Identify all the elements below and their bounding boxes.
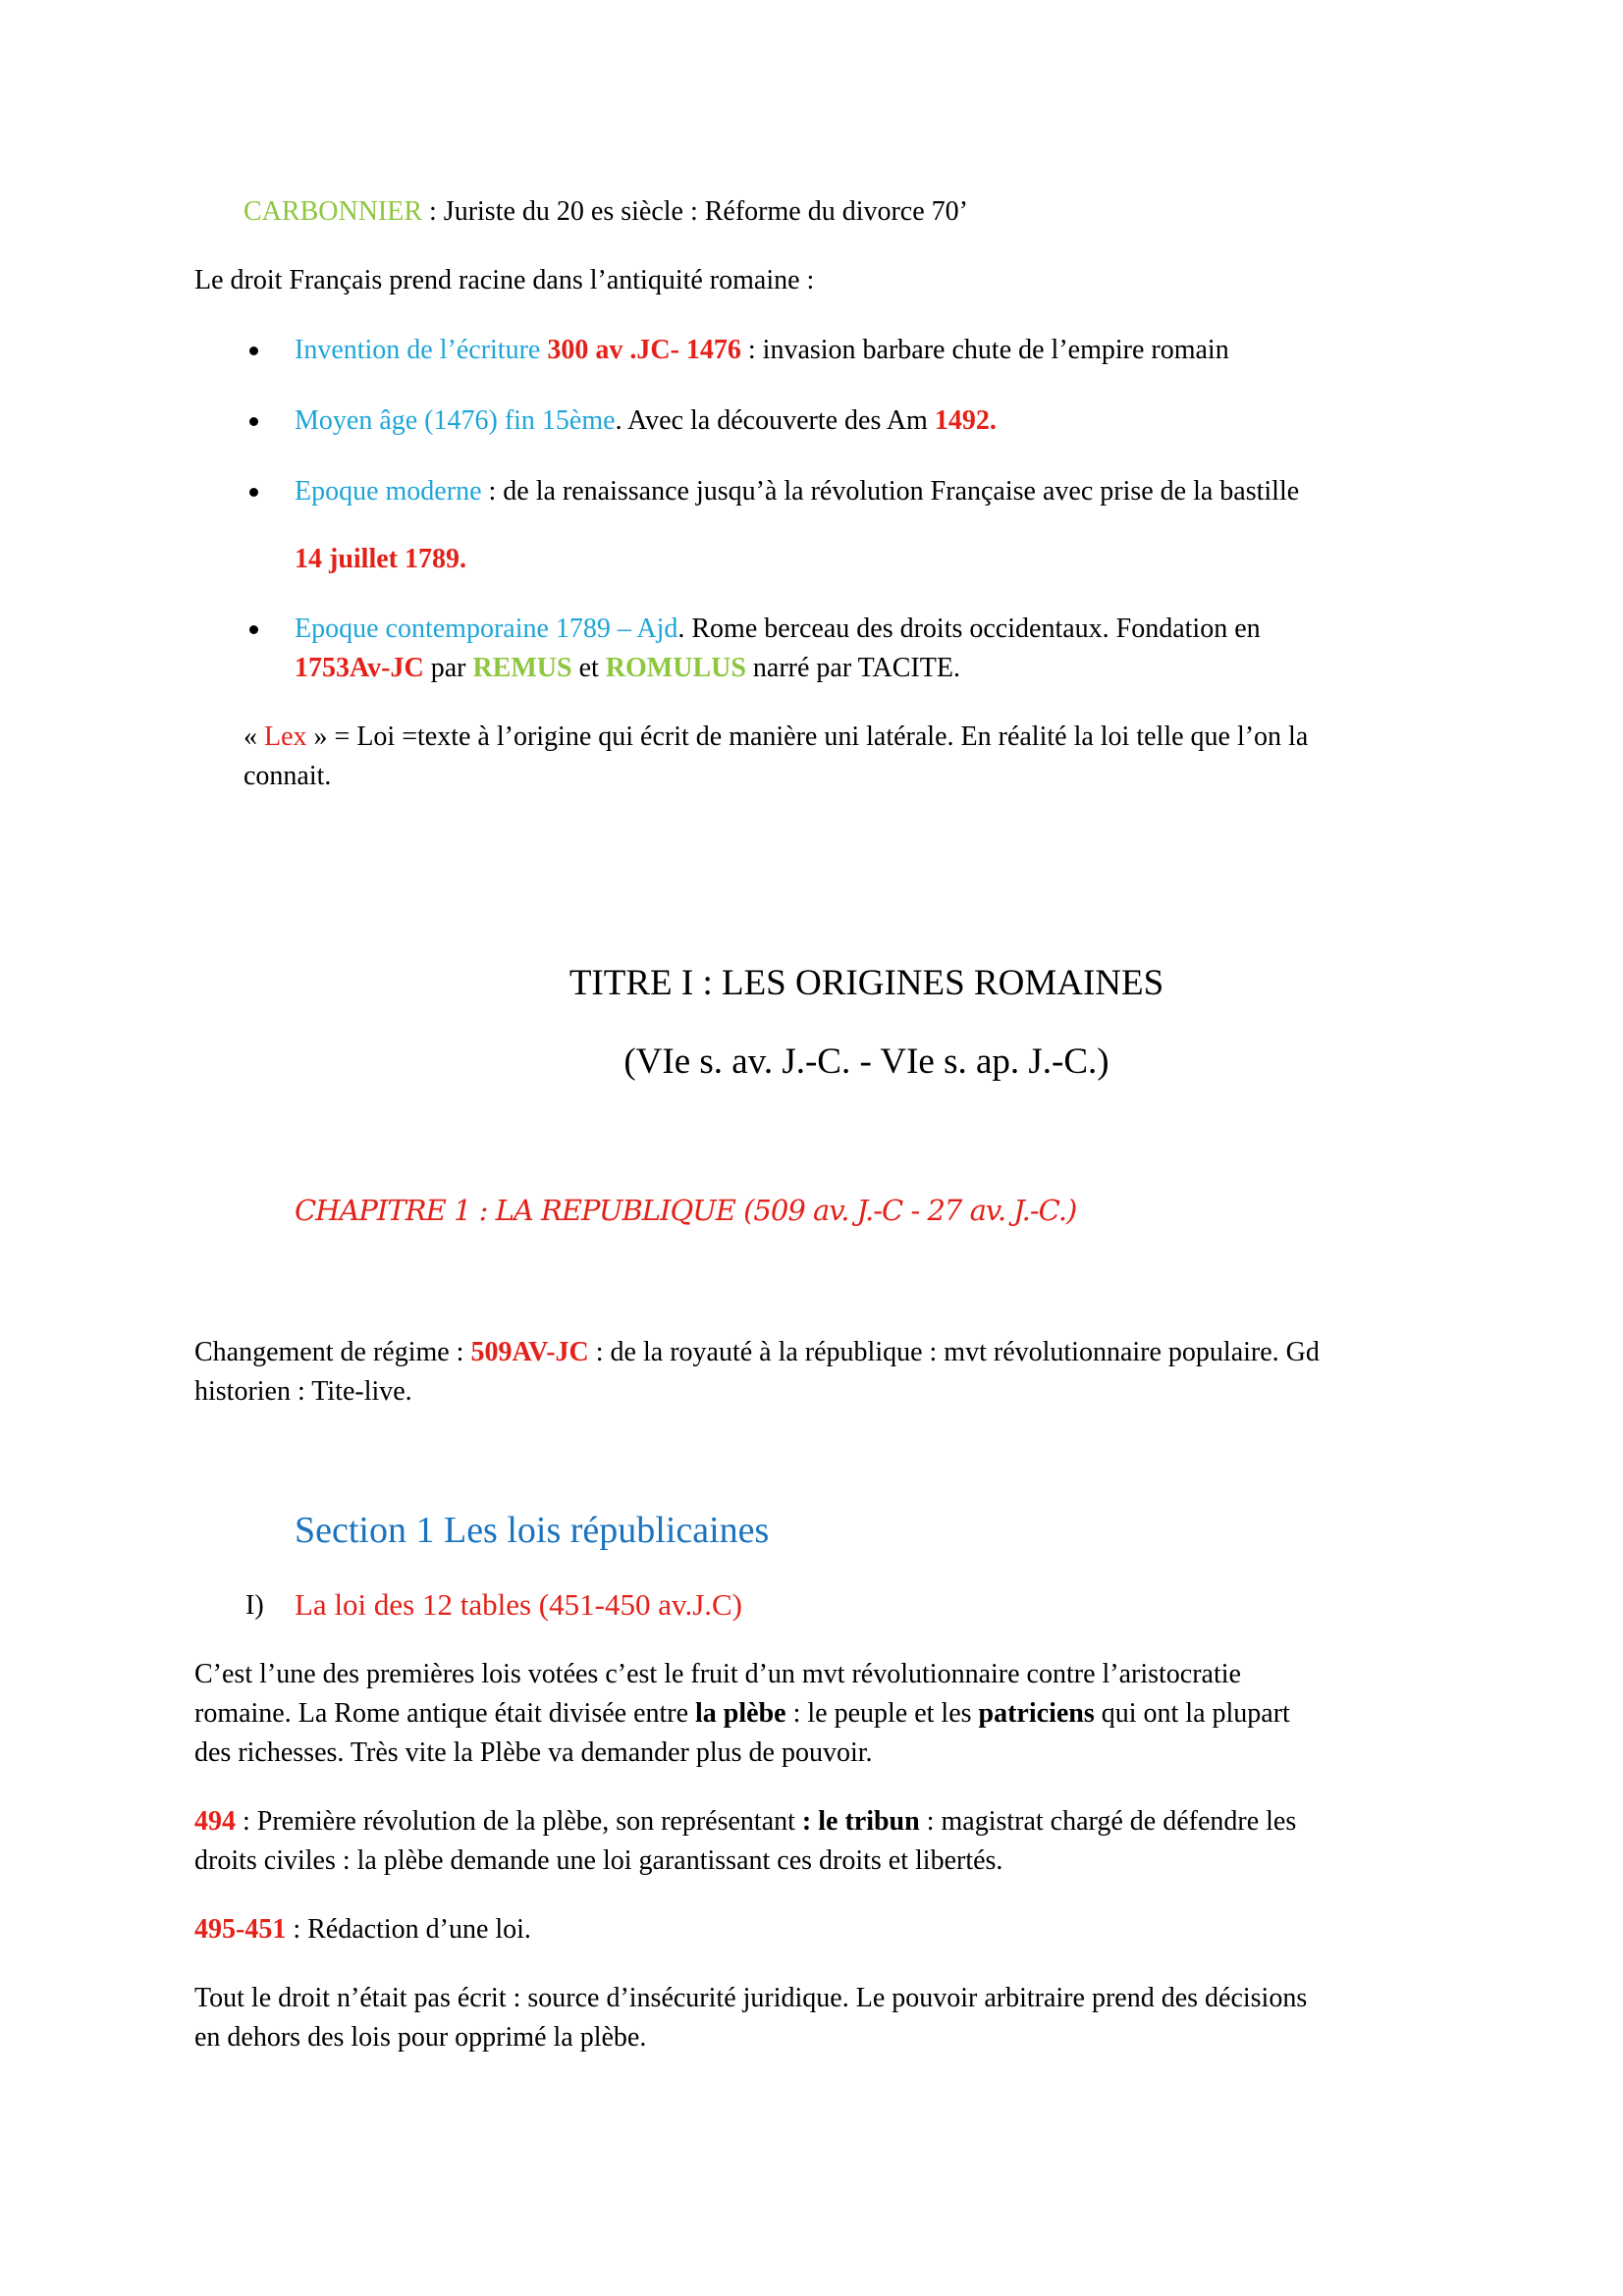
period-text: : de la renaissance jusqu’à la révolution Française avec prise de la bastille xyxy=(481,476,1300,507)
para3-date: 495-451 xyxy=(194,1914,287,1945)
period-text: narré par TACITE. xyxy=(745,653,960,683)
period-label: Invention de l’écriture xyxy=(295,335,548,365)
romulus-name: ROMULUS xyxy=(605,653,746,683)
regime-line-1 xyxy=(194,1333,1320,1372)
carbonnier-name: CARBONNIER xyxy=(243,196,423,227)
quote-open: « xyxy=(243,721,264,752)
regime-text: : de la royauté à la république : mvt révolutionnaire populaire. Gd xyxy=(588,1337,1320,1367)
para-text: romaine. La Rome antique était divisée entre xyxy=(194,1698,696,1729)
subsection-numeral: I) xyxy=(245,1590,264,1621)
title-line-2: (VIe s. av. J.-C. - VIe s. ap. J.-C.) xyxy=(623,1041,1109,1082)
para1-line-1: C’est l’une des premières lois votées c’est le fruit d’un mvt révolutionnaire contre l’aristocratie xyxy=(194,1659,1241,1689)
para3-line xyxy=(194,1910,531,1949)
period-text: . Rome berceau des droits occidentaux. Fondation en xyxy=(677,614,1261,644)
period-date: 300 av .JC- 1476 xyxy=(547,335,741,365)
para4-line-1: Tout le droit n’était pas écrit : source d’insécurité juridique. Le pouvoir arbitraire prend des décisions xyxy=(194,1983,1308,2013)
period-date: 1492. xyxy=(934,405,997,436)
bullet-dot xyxy=(249,625,258,634)
period-item-contemporary xyxy=(295,610,1261,649)
para-text: : Rédaction d’une loi. xyxy=(286,1914,531,1945)
para2-date: 494 xyxy=(194,1806,236,1837)
period-text: : invasion barbare chute de l’empire romain xyxy=(740,335,1229,365)
period-label: Epoque contemporaine 1789 – Ajd xyxy=(295,614,678,644)
para-text: : Première révolution de la plèbe, son représentant xyxy=(236,1806,802,1837)
remus-name: REMUS xyxy=(472,653,572,683)
period-text: . Avec la découverte des Am xyxy=(615,405,935,436)
roots-line: Le droit Français prend racine dans l’antiquité romaine : xyxy=(194,265,815,295)
bullet-dot xyxy=(249,488,258,497)
chapter-heading: CHAPITRE 1 : LA REPUBLIQUE (509 av. J.-C - 27 av. J.-C.) xyxy=(295,1194,1077,1227)
lex-line-1 xyxy=(243,718,1308,757)
period-item-modern xyxy=(295,472,1299,511)
section-heading: Section 1 Les lois républicaines xyxy=(295,1510,770,1551)
para4-line-2: en dehors des lois pour opprimé la plèbe. xyxy=(194,2022,647,2053)
connector-text: par xyxy=(423,653,473,683)
bullet-dot xyxy=(249,417,258,426)
lex-text: » = Loi =texte à l’origine qui écrit de manière uni latérale. En réalité la loi telle que l’on la xyxy=(306,721,1309,752)
lex-line-2: connait. xyxy=(243,761,332,791)
period-date: 14 juillet 1789. xyxy=(295,544,466,574)
carbonnier-line xyxy=(243,192,968,232)
title-line-1: TITRE I : LES ORIGINES ROMAINES xyxy=(568,963,1164,1003)
tribun-term: : le tribun xyxy=(801,1806,920,1837)
plebe-term: la plèbe xyxy=(695,1698,786,1729)
para-text: qui ont la plupart xyxy=(1094,1698,1290,1729)
connector-text: et xyxy=(571,653,606,683)
period-label: Epoque moderne xyxy=(295,476,482,507)
period-item-contemporary-cont xyxy=(295,649,960,688)
para2-line-1 xyxy=(194,1802,1296,1842)
para1-line-3: des richesses. Très vite la Plèbe va demander plus de pouvoir. xyxy=(194,1737,873,1768)
patriciens-term: patriciens xyxy=(978,1698,1095,1729)
period-date: 1753Av-JC xyxy=(295,653,424,683)
subsection-heading: La loi des 12 tables (451-450 av.J.C) xyxy=(295,1587,743,1622)
para-text: : magistrat chargé de défendre les xyxy=(919,1806,1297,1837)
regime-line-2: historien : Tite-live. xyxy=(194,1376,412,1407)
period-date-bastille xyxy=(295,540,466,579)
regime-date: 509AV-JC xyxy=(470,1337,589,1367)
period-item-writing xyxy=(295,331,1229,370)
carbonnier-text: : Juriste du 20 es siècle : Réforme du divorce 70’ xyxy=(422,196,968,227)
period-label: Moyen âge (1476) fin 15ème xyxy=(295,405,616,436)
para2-line-2: droits civiles : la plèbe demande une loi garantissant ces droits et libertés. xyxy=(194,1845,1003,1876)
para-text: : le peuple et les xyxy=(785,1698,979,1729)
bullet-dot xyxy=(249,347,258,355)
lex-word: Lex xyxy=(264,721,307,752)
regime-prefix: Changement de régime : xyxy=(194,1337,471,1367)
period-item-middle-ages xyxy=(295,401,997,441)
para1-line-2 xyxy=(194,1694,1290,1734)
